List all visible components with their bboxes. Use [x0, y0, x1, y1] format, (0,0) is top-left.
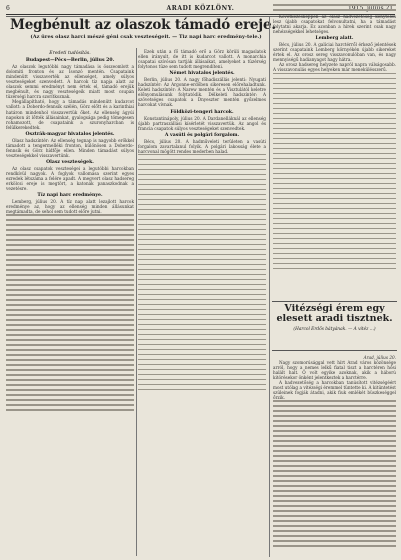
paragraph: Konstantinápoly, július 20. A Dardanelláknál az ellenség újabb partraszállási kísérletét visszavertük. Az angol és francia csapatok súlyos veszteségeket szenvedtek.	[138, 115, 266, 131]
paper-name: ARADI KÖZLÖNY.	[166, 5, 235, 12]
paragraph: Bécs, július 20. A galíciai harctérről érkező jelentések szerint csapataink Lemberg környékén újabb sikereket értek el. Az orosz sereg visszavonulóban van, és nagy mennyiségű hadianyagot hagy hátra.	[273, 42, 396, 63]
box-title: Vitézségi érem egy elesett aradi tisztnek.	[276, 303, 393, 324]
paragraph: Az orosz hadsereg helyzete napról napra válságosabb. A visszavonulás egyes helyeken már menekülésszerű.	[273, 62, 396, 73]
paragraph: Megállapítható, hogy a támadás mindenütt kudarcot vallott: a Doberdo-fennsík szélén, Görz előtt és a karinthiai határon mindenhol visszavertük őket. Az ellenség ágyúi napokon át lőtték állásainkat, gyalogsága pedig tömegesen rohamozott, de csapataink a szuronyharcban is felülkerekedtek.	[6, 99, 134, 130]
column-divider-1	[136, 48, 137, 556]
box-rule-bottom	[272, 350, 397, 351]
paragraph: Berlin, július 20. A nagy főhadiszállás jelenti: Nyugati hadszíntér: Az Argonne-erdőben sikeresen előrehaladtunk. Keleti hadszíntér: A Narew mentén és a Visztulától keletre előnyomulásunk folytatódik. Délkeleti hadszíntér: A szövetséges csapatok a Dnyeszter mentén győzelmes harcokat vívnak.	[138, 77, 266, 108]
column-3-bottom	[273, 355, 396, 555]
section-heading: Földközi-tengeri harcok.	[170, 109, 234, 115]
page-number: 6	[6, 5, 10, 12]
section-heading: Német hivatalos jelentés.	[169, 71, 235, 77]
box-rule-top	[272, 301, 397, 302]
section-heading: Lemberg alatt.	[315, 36, 354, 42]
dateline: Budapest—Pécs—Berlin, július 20.	[25, 58, 115, 64]
article-headline: Megbénult az olaszok támadó ereje.	[10, 17, 276, 33]
section-heading: A vasúti és polgári forgalom.	[164, 132, 240, 138]
column-1	[6, 49, 134, 555]
article-subheadline: (Az üres olasz harci mészé géni csak veszteségeit. — Tiz napi harc eredmény-tele.)	[30, 34, 262, 40]
text-continuation	[6, 214, 134, 411]
byline: Eredeti tudósítás.	[49, 51, 91, 56]
column-divider-2	[269, 17, 270, 557]
paragraph: Az olasz csapatok veszteségei a legutóbbi harcokban rendkívül nagyok. A foglyok vallomása szerint egyes ezredek létszáma a felére apadt. A megvert olasz hadsereg erkölcsi ereje is megtört, a katonák panaszkodnak a vezetésre.	[6, 165, 134, 192]
paragraph: Nagy szomorúsággal vett hírt Arad város közönsége arról, hogy a nemes lelkű fiatal tiszt a harctéren hősi halált halt. Ő volt egyike azoknak, akik a háború kitörésekor önként jelentkeztek a harctérre.	[273, 360, 396, 381]
box-dateline: Arad, július 20.	[363, 355, 396, 360]
paragraph: Ezek után a fő támadó erő a Görz körüli magaslatok ellen irányult, de itt is kudarcot vallott. A monarchia csapatai szívósan tartják állásaikat, amelyeket a tüzérség folytonos tüze sem tudott megrendíteni.	[138, 49, 266, 70]
paragraph: Az olaszok legutóbbi nagy támadása is összeomlott a dolomiti fronton és az Isonzó mentén. Csapataink mindenütt visszaverték az ellenséget, amely súlyos veszteségeket szenvedett. A harcok tíz napja alatt az olaszok semmi eredményt nem értek el, támadó erejük megbénult, és nagy veszteségeik miatt most csupán tüzérségi harcra szorítkoznak.	[6, 64, 134, 100]
paragraph: Bécs, július 20. A hadműveleti területen a vasúti forgalom zavartalanul folyik. A polgári lakosság élete a harcvonal mögött rendes mederben halad.	[138, 138, 266, 154]
text-continuation	[138, 154, 266, 391]
text-continuation	[273, 73, 396, 270]
section-heading: Osztrák-magyar hivatalos jelentés.	[25, 131, 115, 137]
paragraph: Olasz hadszíntér: Az ellenség tegnap is nagyobb erőkkel támadott a tengermelléki fronton, különösen a Doberdo-fennsík és Görz hídfője ellen. Minden támadást súlyos veszteségekkel visszavertünk.	[6, 137, 134, 158]
paragraph: A hadvezetőség a harcokban tanúsított vitézségéért most utólag a vitézségi éremmel tüntette ki. A kitüntetést szüleinek fogják átadni, akik fiuk emlékét büszkeséggel őrzik.	[273, 380, 396, 401]
paragraph: Következésképpen az olasz hadvezetőség kénytelen lesz újabb csapatokat felvonultatni, ha a támadást folytatni akarja. Ez azonban a hírek szerint csak nagy nehézségekkel lehetséges.	[273, 14, 396, 35]
box-subtitle: (Harcol Erdős bátyának. — A vitéz ...)	[293, 327, 376, 332]
text-continuation	[273, 400, 396, 547]
section-heading: Tíz napi harc eredménye.	[37, 193, 103, 199]
text-continuation	[273, 4, 396, 11]
paragraph: Lemberg, július 20. A tíz nap alatt lezajlott harcok eredménye az, hogy az ellenség minden állásunkat megtámadta, de sehol sem tudott előre jutni.	[6, 199, 134, 215]
column-2	[138, 49, 266, 555]
section-heading: Olasz veszteségek.	[46, 159, 94, 165]
column-3-top	[273, 4, 396, 299]
